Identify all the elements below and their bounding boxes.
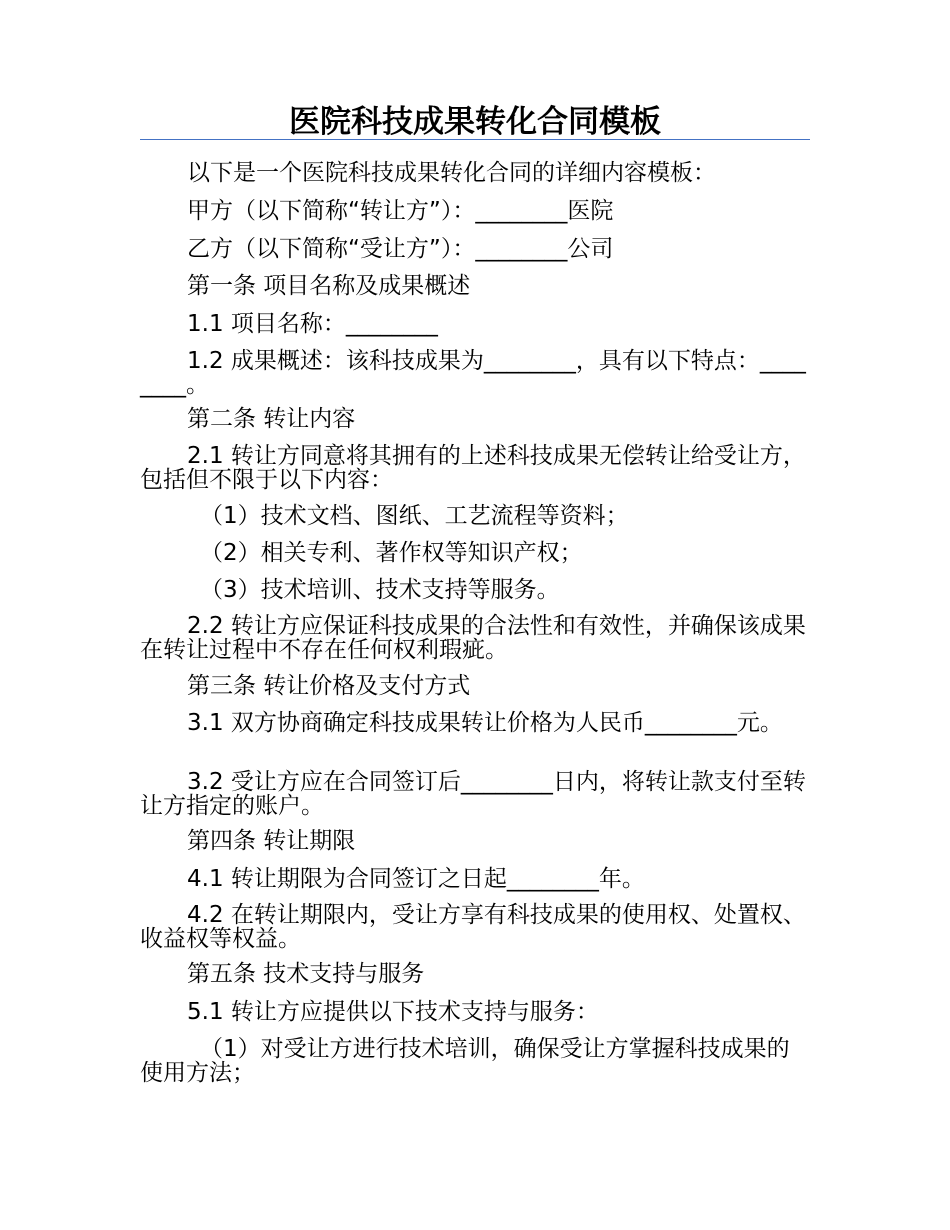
clause-1-1: 1.1 项目名称：________	[187, 311, 438, 337]
clause-3-1: 3.1 双方协商确定科技成果转让价格为人民币________元。	[187, 710, 783, 736]
article-2-heading: 第二条 转让内容	[187, 406, 356, 432]
clause-5-1-item-1: （1）对受让方进行技术培训，确保受让方掌握科技成果的使用方法；	[140, 1036, 790, 1086]
article-3-heading: 第三条 转让价格及支付方式	[187, 673, 471, 699]
clause-2-1: 2.1 转让方同意将其拥有的上述科技成果无偿转让给受让方，包括但不限于以下内容：	[140, 443, 806, 493]
article-1-heading: 第一条 项目名称及成果概述	[187, 273, 471, 299]
title-underline	[140, 139, 810, 140]
document-title: 医院科技成果转化合同模板	[289, 104, 661, 140]
party-b-line: 乙方（以下简称“受让方”）：________公司	[187, 236, 614, 262]
article-5-heading: 第五条 技术支持与服务	[187, 961, 425, 987]
clause-2-1-item-1: （1）技术文档、图纸、工艺流程等资料；	[200, 503, 629, 529]
clause-2-1-item-3: （3）技术培训、技术支持等服务。	[200, 577, 560, 603]
clause-4-1: 4.1 转让期限为合同签订之日起________年。	[187, 866, 645, 892]
clause-4-2: 4.2 在转让期限内，受让方享有科技成果的使用权、处置权、收益权等权益。	[140, 902, 806, 952]
clause-2-2: 2.2 转让方应保证科技成果的合法性和有效性，并确保该成果在转让过程中不存在任何权利瑕疵。	[140, 613, 806, 663]
article-4-heading: 第四条 转让期限	[187, 828, 356, 854]
clause-3-2: 3.2 受让方应在合同签订后________日内，将转让款支付至转让方指定的账户。	[140, 769, 806, 819]
clause-1-2: 1.2 成果概述：该科技成果为________，具有以下特点：________。	[140, 348, 806, 398]
clause-2-1-item-2: （2）相关专利、著作权等知识产权；	[200, 540, 583, 566]
intro-paragraph: 以下是一个医院科技成果转化合同的详细内容模板：	[187, 160, 716, 186]
party-a-line: 甲方（以下简称“转让方”）：________医院	[187, 198, 614, 224]
clause-5-1: 5.1 转让方应提供以下技术支持与服务：	[187, 999, 599, 1025]
